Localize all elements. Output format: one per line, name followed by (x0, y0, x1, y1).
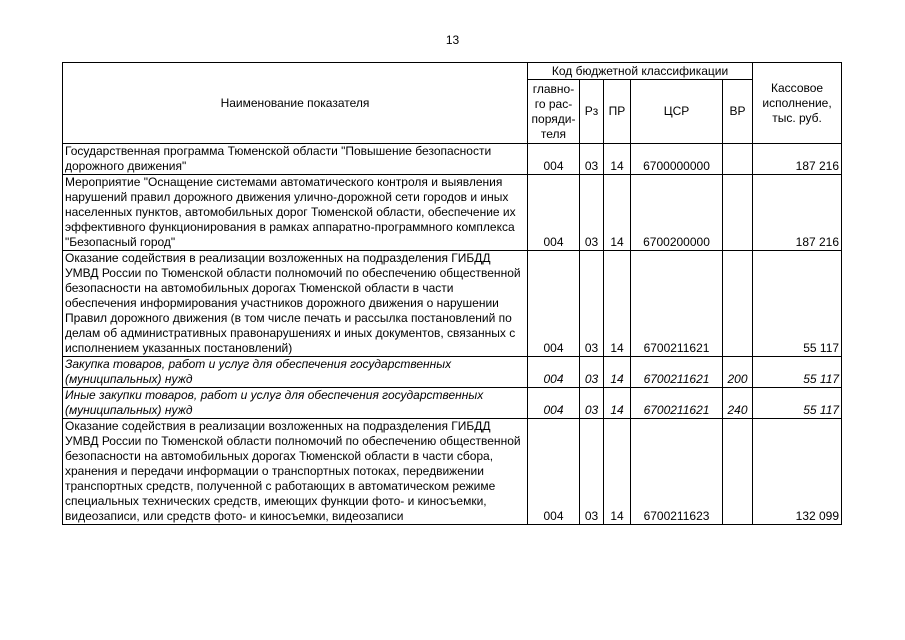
header-amount: Кассовое исполнение, тыс. руб. (753, 63, 842, 144)
header-glava: главно-го рас-поряди-теля (528, 80, 580, 144)
row-name: Оказание содействия в реализации возложенных на подразделения ГИБДД УМВД России по Тюменской области полномочий по обеспечению общественной безопасности на автомобильных дорогах Тюменской области в части обеспечения информирования участников дорожного движения о нарушении Правил дорожного движения (в том числе печать и рассылка постановлений по делам об административных правонарушениях и иных документов, связанных с исполнением указанных постановлений) (63, 251, 528, 357)
table-row (63, 144, 842, 175)
row-vr (723, 175, 753, 251)
row-name: Государственная программа Тюменской области "Повышение безопасности дорожного движения" (63, 144, 528, 175)
budget-report-table (62, 62, 842, 525)
row-csr: 6700211623 (631, 419, 723, 525)
row-name: Мероприятие "Оснащение системами автоматического контроля и выявления нарушений правил дорожного движения улично-дорожной сети городов и иных населенных пунктов, автомобильных дорог Тюменской области, обеспечение их эффективного функционирования в рамках аппаратно-программного комплекса "Безопасный город" (63, 175, 528, 251)
page-number: 13 (445, 33, 460, 47)
header-name: Наименование показателя (63, 63, 528, 144)
row-csr: 6700211621 (631, 251, 723, 357)
row-pr: 14 (604, 388, 631, 419)
row-glava: 004 (528, 175, 580, 251)
table-body (63, 144, 842, 525)
row-csr: 6700211621 (631, 357, 723, 388)
row-pr: 14 (604, 251, 631, 357)
row-rz: 03 (580, 388, 604, 419)
table-row (63, 357, 842, 388)
row-amount: 187 216 (753, 175, 842, 251)
row-vr: 200 (723, 357, 753, 388)
row-name: Иные закупки товаров, работ и услуг для обеспечения государственных (муниципальных) нужд (63, 388, 528, 419)
row-name: Оказание содействия в реализации возложенных на подразделения ГИБДД УМВД России по Тюменской области полномочий по обеспечению общественной безопасности на автомобильных дорогах Тюменской области в части сбора, хранения и передачи информации о транспортных потоках, передвижении транспортных средств, полученной с работающих в автоматическом режиме специальных технических средств, имеющих функции фото- и киносъемки, видеозаписи, или средств фото- и киносъемки, видеозаписи (63, 419, 528, 525)
row-vr (723, 144, 753, 175)
row-amount: 55 117 (753, 388, 842, 419)
row-amount: 132 099 (753, 419, 842, 525)
row-pr: 14 (604, 357, 631, 388)
row-rz: 03 (580, 419, 604, 525)
header-code-group: Код бюджетной классификации (528, 63, 753, 80)
table-row (63, 175, 842, 251)
row-glava: 004 (528, 357, 580, 388)
table-row (63, 388, 842, 419)
row-vr (723, 251, 753, 357)
row-pr: 14 (604, 144, 631, 175)
row-csr: 6700000000 (631, 144, 723, 175)
row-rz: 03 (580, 357, 604, 388)
row-rz: 03 (580, 251, 604, 357)
row-rz: 03 (580, 175, 604, 251)
row-vr: 240 (723, 388, 753, 419)
row-name: Закупка товаров, работ и услуг для обеспечения государственных (муниципальных) нужд (63, 357, 528, 388)
row-csr: 6700200000 (631, 175, 723, 251)
row-glava: 004 (528, 388, 580, 419)
header-rz: Рз (580, 80, 604, 144)
row-glava: 004 (528, 251, 580, 357)
row-pr: 14 (604, 419, 631, 525)
row-rz: 03 (580, 144, 604, 175)
table-row (63, 251, 842, 357)
row-csr: 6700211621 (631, 388, 723, 419)
row-pr: 14 (604, 175, 631, 251)
header-vr: ВР (723, 80, 753, 144)
row-amount: 55 117 (753, 251, 842, 357)
row-glava: 004 (528, 144, 580, 175)
row-glava: 004 (528, 419, 580, 525)
row-vr (723, 419, 753, 525)
table-row (63, 419, 842, 525)
row-amount: 55 117 (753, 357, 842, 388)
header-csr: ЦСР (631, 80, 723, 144)
row-amount: 187 216 (753, 144, 842, 175)
header-pr: ПР (604, 80, 631, 144)
